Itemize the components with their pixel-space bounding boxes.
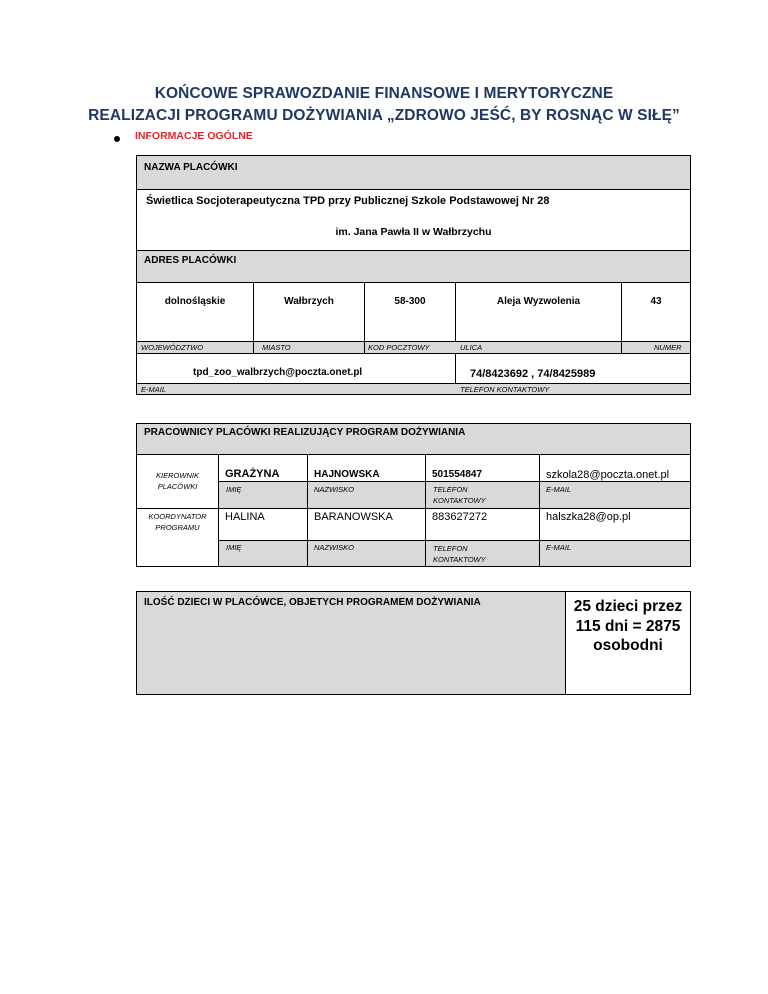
name-label: NAZWA PLACÓWKI (144, 162, 238, 173)
title-line-1: KOŃCOWE SPRAWOZDANIE FINANSOWE I MERYTORYCZNE (154, 85, 614, 102)
title-line-2: REALIZACJI PROGRAMU DOŻYWIANIA „ZDROWO JEŚĆ, BY ROSNĄC W SIŁĘ” (88, 107, 680, 124)
email-caption: E-MAIL (141, 385, 167, 394)
address-label: ADRES PLACÓWKI (144, 255, 237, 266)
first-name-caption: IMIĘ (226, 485, 242, 494)
phone-caption: TELEFON KONTAKTOWY (433, 485, 486, 505)
staff-label: PRACOWNICY PLACÓWKI REALIZUJĄCY PROGRAM DOŻYWIANIA (144, 427, 466, 438)
children-value: 25 dzieci przez 115 dni = 2875 osobodni (573, 598, 683, 654)
coord-role-label: KOORDYNATOR PROGRAMU (148, 512, 207, 532)
number-value: 43 (650, 296, 662, 307)
divider (253, 341, 254, 353)
coord-first-name: HALINA (225, 511, 265, 523)
divider (218, 540, 691, 541)
divider (136, 341, 691, 342)
coord-last-name: BARANOWSKA (314, 511, 393, 523)
children-label: ILOŚĆ DZIECI W PLACÓWCE, OBJETYCH PROGRAMEM DOŻYWIANIA (144, 597, 481, 608)
divider (621, 341, 622, 353)
number-caption: NUMER (654, 343, 682, 352)
divider (136, 353, 691, 354)
divider (136, 508, 218, 509)
postal-code-value: 58-300 (394, 296, 426, 307)
section-label-general-info: INFORMACJE OGÓLNE (135, 130, 253, 142)
divider (425, 481, 426, 508)
head-phone: 501554847 (432, 469, 483, 480)
divider (307, 540, 308, 567)
email-caption: E-MAIL (546, 543, 572, 552)
contact-caption-row (137, 384, 690, 394)
divider (539, 481, 540, 508)
divider (218, 481, 691, 482)
facility-phone-value: 74/8423692 , 74/8425989 (470, 368, 596, 380)
phone-caption: TELEFON KONTAKTOWY (433, 544, 486, 564)
postal-code-caption: KOD POCZTOWY (368, 343, 430, 352)
divider (307, 481, 308, 508)
city-caption: MIASTO (262, 343, 291, 352)
facility-name-line-2: im. Jana Pawła II w Wałbrzychu (335, 226, 492, 238)
street-value: Aleja Wyzwolenia (496, 296, 581, 307)
head-last-name: HAJNOWSKA (314, 469, 380, 480)
divider (364, 341, 365, 353)
divider (539, 540, 540, 567)
voivodeship-caption: WOJEWÓDZTWO (141, 343, 204, 352)
head-role-label: KIEROWNIK PLACÓWKI (156, 471, 199, 491)
facility-name-line-1: Świetlica Socjoterapeutyczna TPD przy Publicznej Szkole Podstawowej Nr 28 (146, 195, 550, 207)
divider (218, 508, 691, 509)
divider (136, 189, 691, 190)
divider (136, 383, 691, 384)
phone-caption: TELEFON KONTAKTOWY (460, 385, 550, 394)
divider (425, 540, 426, 567)
divider (136, 282, 691, 283)
bullet-icon (114, 136, 120, 142)
first-name-caption: IMIĘ (226, 543, 242, 552)
street-caption: ULICA (460, 343, 483, 352)
facility-email-value: tpd_zoo_walbrzych@poczta.onet.pl (193, 367, 363, 378)
coord-phone: 883627272 (432, 511, 488, 523)
head-email: szkola28@poczta.onet.pl (546, 469, 670, 481)
coord-email: halszka28@op.pl (546, 511, 631, 523)
email-caption: E-MAIL (546, 485, 572, 494)
voivodeship-value: dolnośląskie (164, 296, 226, 307)
city-value: Wałbrzych (284, 296, 334, 307)
last-name-caption: NAZWISKO (314, 485, 355, 494)
head-first-name: GRAŻYNA (225, 468, 280, 480)
last-name-caption: NAZWISKO (314, 543, 355, 552)
